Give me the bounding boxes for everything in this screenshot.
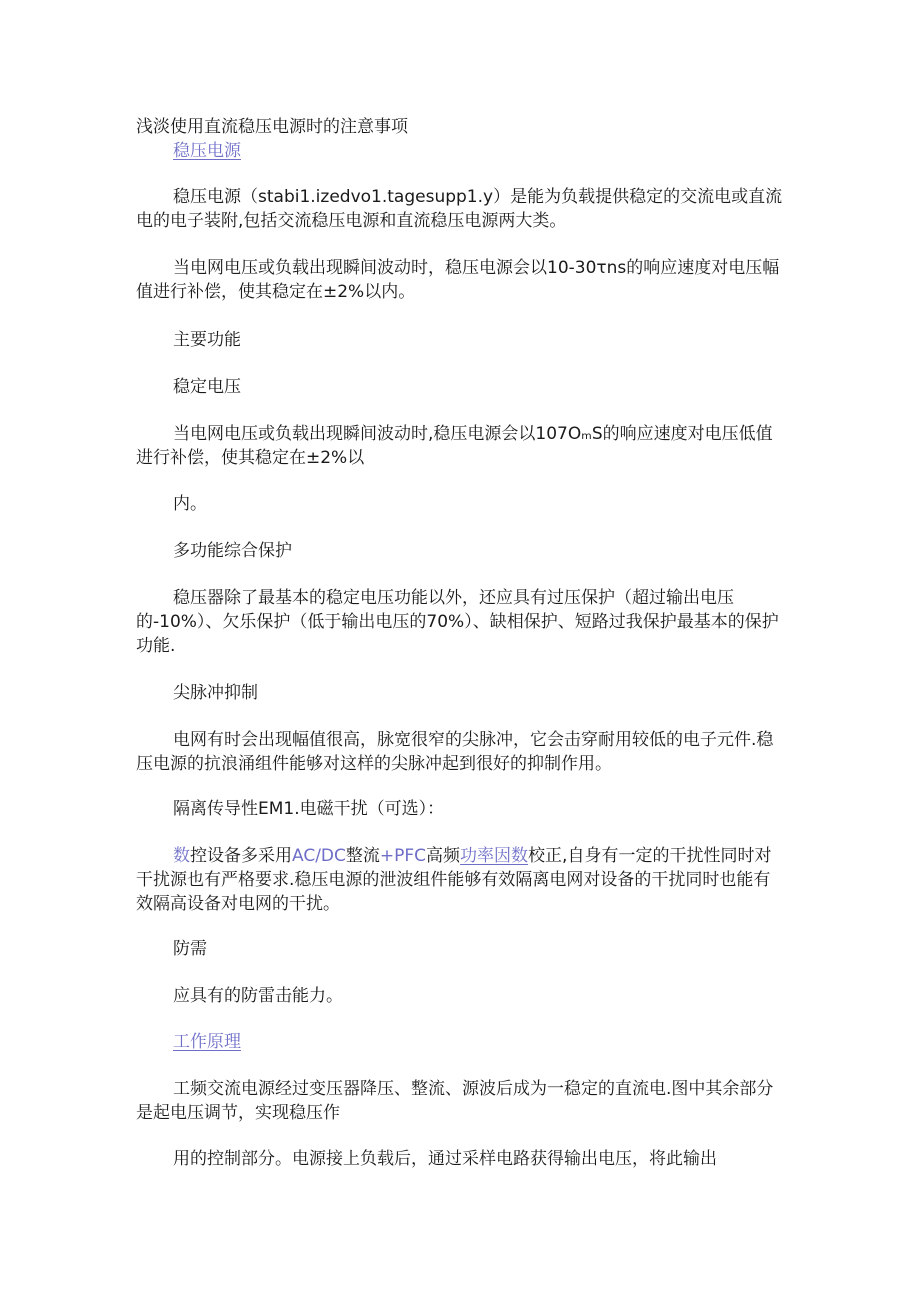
section-link-working-principle[interactable]	[136, 1030, 784, 1054]
heading-isolation: 隔离传导性EM1.电磁干扰（可选）：	[173, 799, 445, 819]
paragraph-stable-voltage: 当电网电压或负载出现瞬间波动时,稳压电源会以107OₘS的响应速度对电压低值进行补偿，使其稳定在±2%以	[136, 424, 773, 468]
heading-spike-suppression: 尖脉冲抑制	[173, 683, 258, 703]
text-segment: 控设备多采用	[190, 846, 292, 866]
paragraph-response: 当电网电压或负载出现瞬间波动时，稳压电源会以10-30τns的响应速度对电压幅值进行补偿，使其稳定在±2%以内。	[136, 258, 780, 302]
link-regulated-power[interactable]: 稳压电源	[173, 141, 241, 161]
link-working-principle[interactable]: 工作原理	[173, 1032, 241, 1052]
paragraph-isolation	[136, 844, 784, 916]
text-segment: 校正,自身有一定的干扰性同时对干扰源也有严格要求.稳压电源的泄波组件能够有效隔离电网对设备的干扰同时也能有效隔高设备对电网的干扰。	[136, 846, 772, 914]
document-title: 浅淡使用直流稳压电源时的注意事项	[136, 117, 408, 137]
heading-main-function: 主要功能	[173, 330, 241, 350]
paragraph-principle-cont: 用的控制部分。电源接上负载后，通过采样电路获得输出电压，将此输出	[173, 1149, 717, 1169]
paragraph-definition: 稳压电源（stabi1.izedvo1.tagesupp1.y）是能为负载提供稳定的交流电或直流电的电子装附,包括交流稳压电源和直流稳压电源两大类。	[136, 187, 783, 231]
paragraph-lightning: 应具有的防雷击能力。	[173, 986, 343, 1006]
text-blue-shu: 数	[173, 846, 190, 866]
paragraph-stable-voltage-end: 内。	[173, 494, 207, 514]
section-link-regulated-power[interactable]	[136, 139, 784, 163]
text-blue-acdc: AC/DC	[292, 846, 346, 866]
text-segment: 高频	[426, 846, 461, 866]
link-power-factor[interactable]: 功率因数	[460, 846, 529, 866]
paragraph-principle: 工频交流电源经过变压器降压、整流、源波后成为一稳定的直流电.图中其余部分是起电压调节，实现稳压作	[136, 1079, 774, 1123]
paragraph-protection: 稳压器除了最基本的稳定电压功能以外，还应具有过压保护（超过输出电压的-10%）、欠乐保护（低于输出电压的70%）、缺相保护、短路过我保护最基本的保护功能.	[136, 588, 779, 656]
heading-lightning: 防需	[173, 939, 207, 959]
heading-stable-voltage: 稳定电压	[173, 377, 241, 397]
text-segment: 整流	[345, 846, 380, 866]
text-blue-pfc: +PFC	[379, 846, 427, 866]
paragraph-spike: 电网有时会出现幅值很高，脉宽很窄的尖脉冲，它会击穿耐用较低的电子元件.稳压电源的抗浪涌组件能够对这样的尖脉冲起到很好的抑制作用。	[136, 730, 774, 774]
heading-protection: 多功能综合保护	[173, 541, 292, 561]
